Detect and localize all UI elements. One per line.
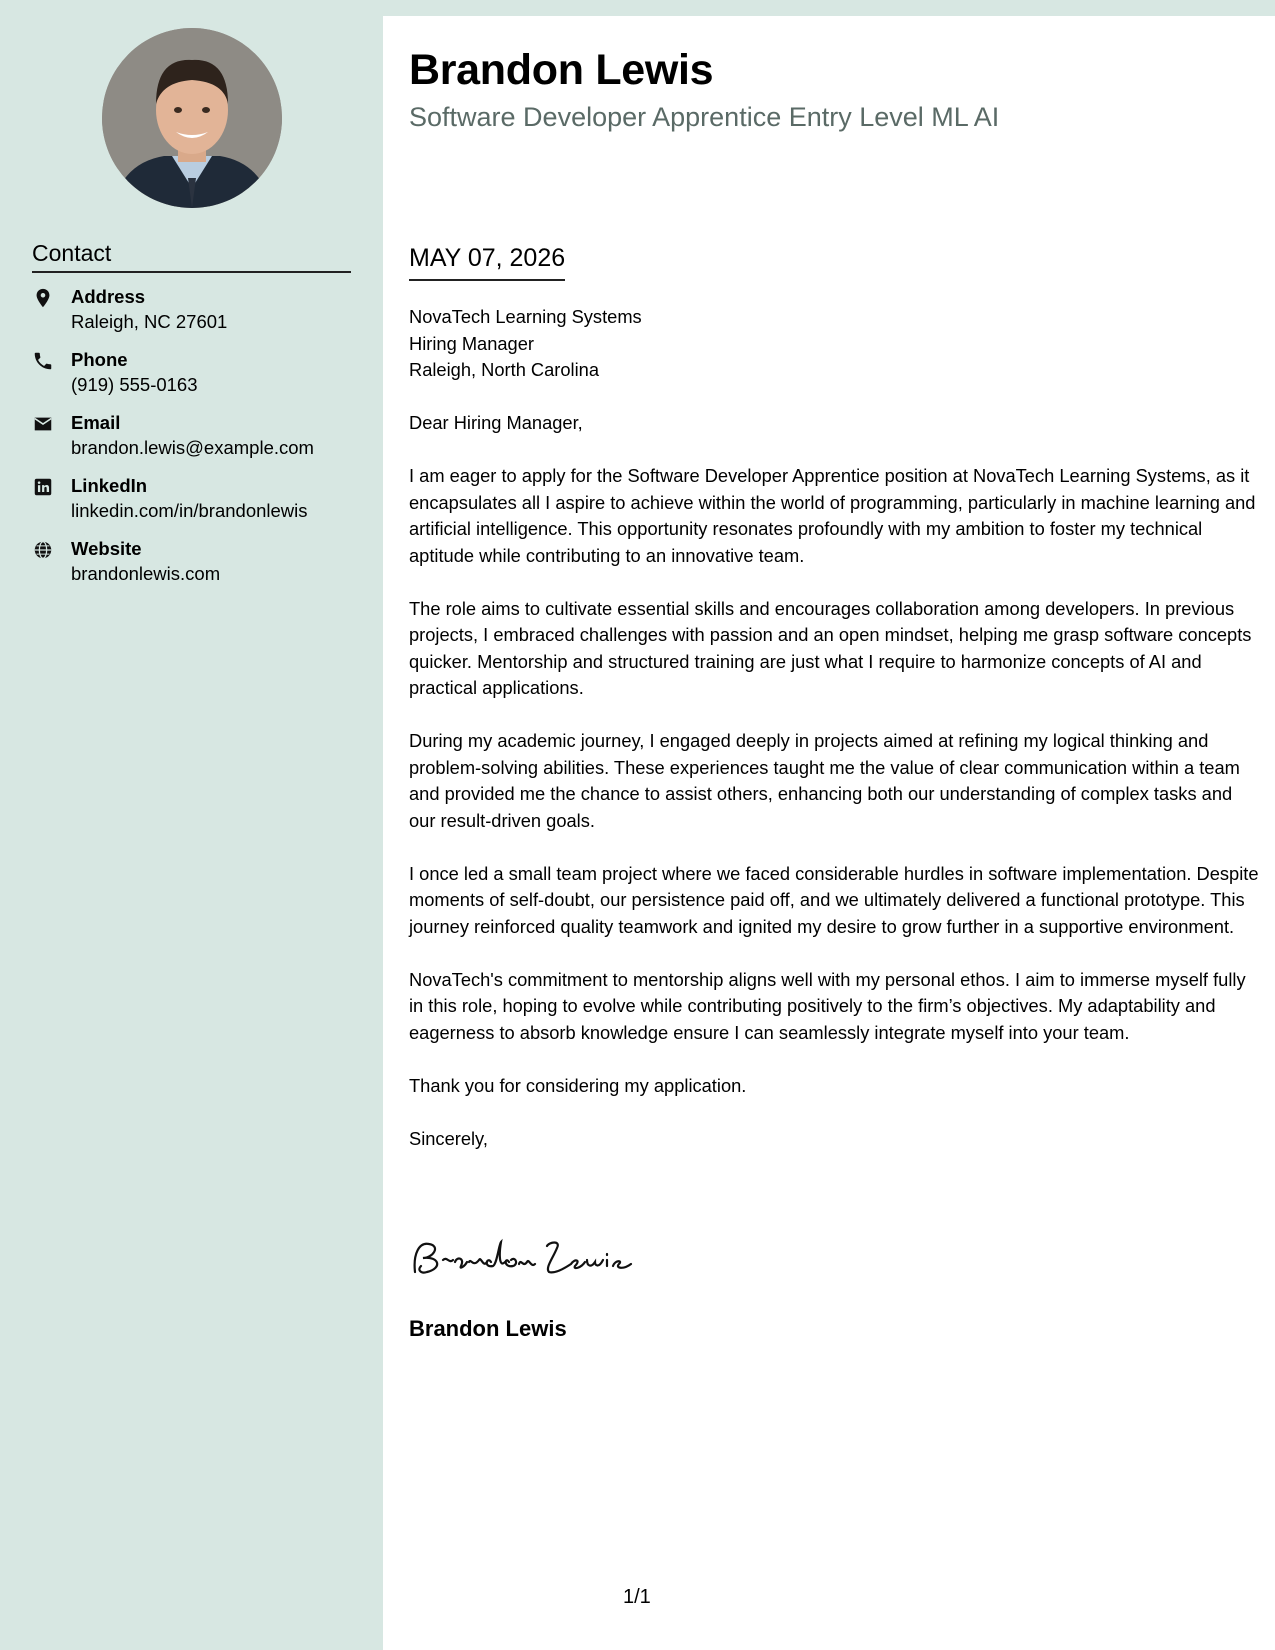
globe-icon bbox=[32, 539, 54, 561]
contact-label: Address bbox=[71, 286, 146, 307]
salutation: Dear Hiring Manager, bbox=[409, 412, 583, 433]
body-paragraph: During my academic journey, I engaged deeply in projects aimed at refining my logical thinking and problem-solving abilities. These experiences taught me the value of clear communication within a team and provided me the chance to assist others, enhancing both our understanding of complex tasks and our result-driven goals. bbox=[409, 730, 1240, 831]
body-paragraph: I once led a small team project where we faced considerable hurdles in software implementation. Despite moments of self-doubt, our persistence paid off, and we ultimately delivered a functional prototype. This journey reinforced quality teamwork and ignited my desire to grow further in a supportive environment. bbox=[409, 862, 1259, 937]
recipient-location: Raleigh, North Carolina bbox=[409, 359, 600, 380]
contact-item-linkedin bbox=[32, 473, 362, 536]
contact-label: Email bbox=[71, 412, 121, 433]
body-paragraph: I am eager to apply for the Software Developer Apprentice position at NovaTech Learning Systems, as it encapsulates all I aspire to achieve within the world of programming, particularly in machine learning and artificial intelligence. This opportunity resonates profoundly with my ambition to foster my technical aptitude while contributing to an innovative team. bbox=[409, 465, 1256, 566]
portrait-image bbox=[102, 28, 282, 208]
contact-label: LinkedIn bbox=[71, 475, 148, 496]
contact-value[interactable]: brandonlewis.com bbox=[71, 563, 221, 584]
linkedin-icon bbox=[32, 476, 54, 498]
applicant-name: Brandon Lewis bbox=[409, 46, 714, 94]
contact-value[interactable]: linkedin.com/in/brandonlewis bbox=[71, 500, 308, 521]
envelope-icon bbox=[32, 413, 54, 435]
contact-item-email bbox=[32, 410, 362, 473]
contact-item-phone bbox=[32, 347, 362, 410]
letter-date: MAY 07, 2026 bbox=[409, 244, 565, 281]
recipient-title: Hiring Manager bbox=[409, 332, 534, 354]
recipient-company: NovaTech Learning Systems bbox=[409, 306, 642, 327]
closing: Sincerely, bbox=[409, 1127, 488, 1149]
body-paragraph: NovaTech's commitment to mentorship aligns well with my personal ethos. I aim to immerse myself fully in this role, hoping to evolve while contributing positively to the firm’s objectives. My adaptability and eagerness to absorb knowledge ensure I can seamlessly integrate myself into your team. bbox=[409, 968, 1246, 1043]
signed-name: Brandon Lewis bbox=[409, 1316, 567, 1341]
job-title: Software Developer Apprentice Entry Level ML AI bbox=[409, 102, 1000, 132]
letter-body bbox=[409, 304, 1259, 1179]
body-paragraph: The role aims to cultivate essential skills and encourages collaboration among developers. In previous projects, I embraced challenges with passion and an open mindset, helping me grasp software concepts quicker. Mentorship and structured training are just what I require to harmonize concepts of AI and practical applications. bbox=[409, 597, 1252, 698]
contact-value: (919) 555-0163 bbox=[71, 374, 198, 395]
contact-list bbox=[32, 284, 362, 599]
letter-page bbox=[383, 16, 1275, 1650]
contact-value[interactable]: brandon.lewis@example.com bbox=[71, 437, 314, 458]
contact-label: Phone bbox=[71, 349, 128, 370]
contact-item-address bbox=[32, 284, 362, 347]
contact-item-website bbox=[32, 536, 362, 599]
avatar bbox=[102, 28, 282, 208]
page-number: 1/1 bbox=[623, 1586, 651, 1608]
phone-icon bbox=[32, 350, 54, 372]
thank-you-line: Thank you for considering my application. bbox=[409, 1074, 747, 1096]
contact-heading: Contact bbox=[32, 240, 351, 273]
contact-value: Raleigh, NC 27601 bbox=[71, 311, 228, 332]
handwritten-signature bbox=[409, 1234, 639, 1282]
location-pin-icon bbox=[32, 287, 54, 309]
sidebar bbox=[0, 0, 383, 1650]
recipient-block bbox=[409, 304, 1259, 384]
contact-label: Website bbox=[71, 538, 142, 559]
